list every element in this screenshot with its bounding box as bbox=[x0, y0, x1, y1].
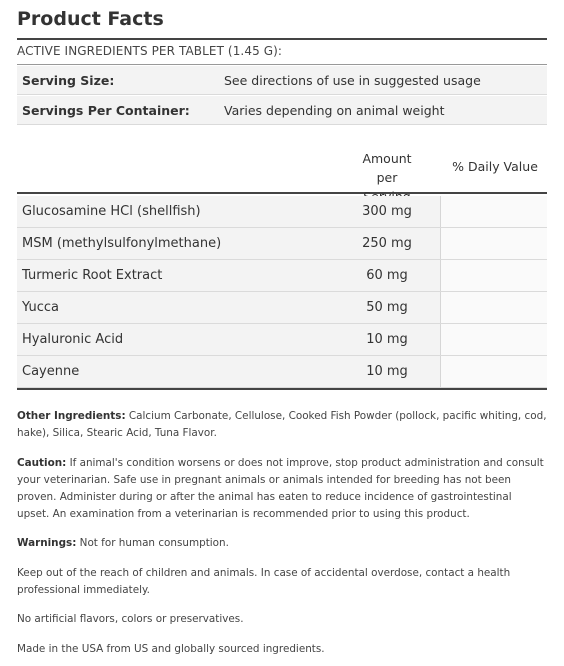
servings-per-container-row bbox=[17, 96, 547, 125]
daily-value-cell bbox=[441, 228, 547, 259]
column-divider bbox=[440, 196, 441, 227]
subheading-divider bbox=[17, 64, 547, 65]
ingredient-name: Glucosamine HCl (shellfish) bbox=[22, 204, 201, 219]
daily-value-cell bbox=[441, 196, 547, 227]
column-divider bbox=[440, 356, 441, 387]
ingredient-name: Yucca bbox=[22, 300, 59, 315]
column-divider bbox=[440, 228, 441, 259]
servings-per-container-label: Servings Per Container: bbox=[22, 103, 190, 118]
ingredient-amount: 250 mg bbox=[362, 236, 412, 251]
column-divider bbox=[440, 292, 441, 323]
ingredient-name: Turmeric Root Extract bbox=[22, 268, 163, 283]
ingredient-amount: 60 mg bbox=[366, 268, 408, 283]
table-row bbox=[17, 260, 547, 292]
daily-value-cell bbox=[441, 324, 547, 355]
serving-size-label: Serving Size: bbox=[22, 73, 115, 88]
other-ingredients-text: Calcium Carbonate, Cellulose, Cooked Fish Powder (pollock, pacific whiting, cod, hake), Silica, Stearic Acid, Tuna Flavor. bbox=[17, 410, 547, 439]
daily-value-cell bbox=[441, 356, 547, 387]
warnings-label: Warnings: bbox=[17, 537, 77, 549]
other-ingredients-label: Other Ingredients: bbox=[17, 410, 126, 422]
column-divider bbox=[440, 260, 441, 291]
ingredient-name: Cayenne bbox=[22, 364, 80, 379]
caution-text: If animal's condition worsens or does not improve, stop product administration and consult your veterinarian. Safe use in pregnant animals or animals intended for breeding has not been proven. Administer during or after the animal has eaten to reduce incidence of gastrointestinal upset. An examination from a veterinarian is recommended prior to using this product. bbox=[17, 457, 544, 520]
page-title: Product Facts bbox=[17, 8, 164, 30]
table-row bbox=[17, 292, 547, 324]
ingredients-table-header bbox=[17, 142, 547, 194]
ingredient-amount: 10 mg bbox=[366, 364, 408, 379]
table-row bbox=[17, 356, 547, 388]
serving-size-value: See directions of use in suggested usage bbox=[224, 73, 481, 88]
ingredient-name: MSM (methylsulfonylmethane) bbox=[22, 236, 222, 251]
keep-out-paragraph: Keep out of the reach of children and animals. In case of accidental overdose, contact a health professional immediately. bbox=[17, 567, 511, 596]
daily-value-header: % Daily Value bbox=[452, 159, 538, 174]
no-artificial-paragraph: No artificial flavors, colors or preservatives. bbox=[17, 613, 244, 625]
ingredient-amount: 300 mg bbox=[362, 204, 412, 219]
column-divider bbox=[440, 324, 441, 355]
caution-label: Caution: bbox=[17, 457, 67, 469]
servings-per-container-value: Varies depending on animal weight bbox=[224, 103, 445, 118]
table-row bbox=[17, 324, 547, 356]
title-divider bbox=[17, 38, 547, 40]
serving-size-row bbox=[17, 66, 547, 95]
caution-paragraph bbox=[17, 455, 547, 523]
ingredient-name: Hyaluronic Acid bbox=[22, 332, 124, 347]
table-row bbox=[17, 196, 547, 228]
table-bottom-rule bbox=[17, 388, 547, 390]
other-ingredients-paragraph bbox=[17, 408, 547, 442]
daily-value-cell bbox=[441, 260, 547, 291]
ingredient-amount: 50 mg bbox=[366, 300, 408, 315]
ingredient-amount: 10 mg bbox=[366, 332, 408, 347]
daily-value-cell bbox=[441, 292, 547, 323]
made-in-paragraph: Made in the USA from US and globally sourced ingredients. bbox=[17, 643, 325, 655]
warnings-text: Not for human consumption. bbox=[76, 537, 229, 549]
active-ingredients-heading: ACTIVE INGREDIENTS PER TABLET (1.45 G): bbox=[17, 44, 283, 58]
table-row bbox=[17, 228, 547, 260]
warnings-paragraph bbox=[17, 535, 547, 552]
amount-header-line1: Amount per bbox=[362, 151, 412, 185]
